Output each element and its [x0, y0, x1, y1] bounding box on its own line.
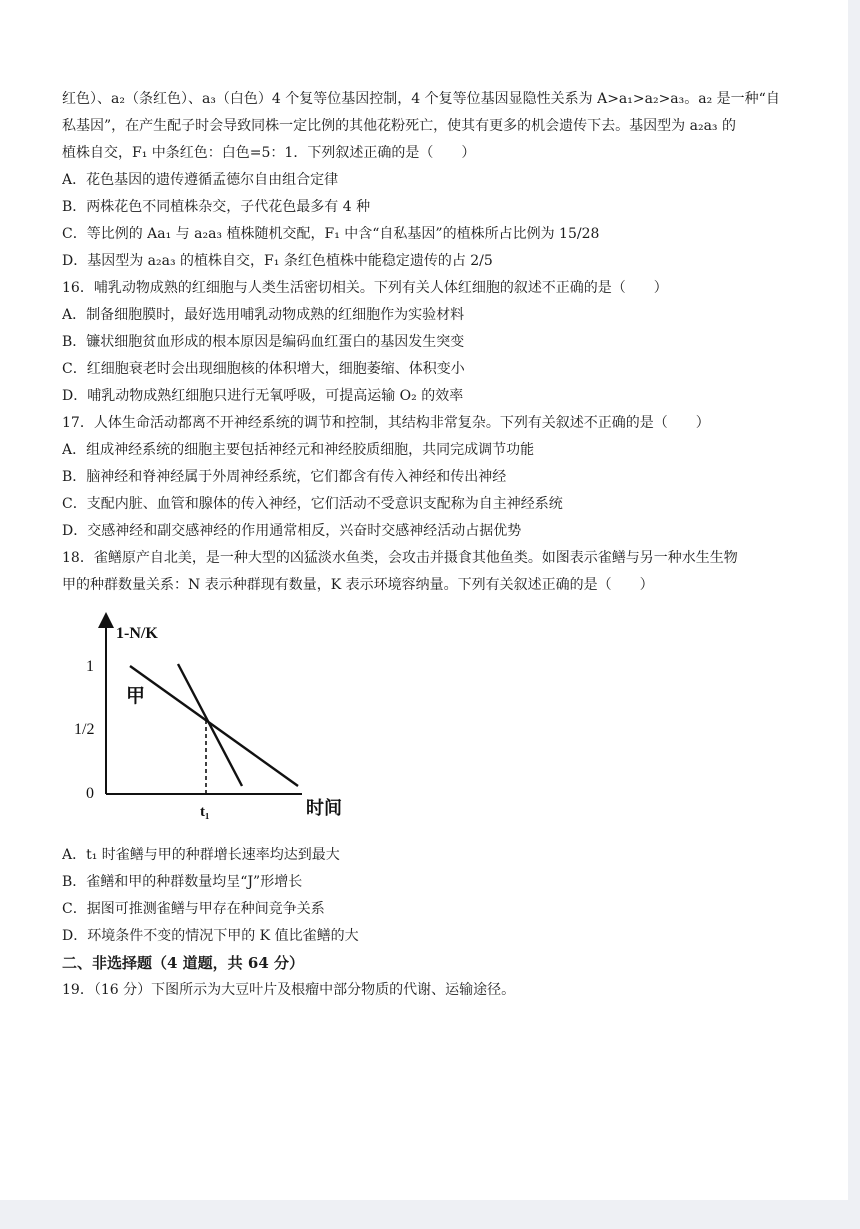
question-18-stem-cont: 甲的种群数量关系：N 表示种群现有数量，K 表示环境容纳量。下列有关叙述正确的是（ ） — [62, 577, 654, 593]
curve-queshan — [178, 664, 242, 786]
question-18-options — [62, 842, 782, 1004]
option-b: B．镰状细胞贫血形成的根本原因是编码血红蛋白的基因发生突变 — [62, 334, 465, 350]
question-19-stem: 19．（16 分）下图所示为大豆叶片及根瘤中部分物质的代谢、运输途径。 — [62, 982, 516, 998]
text-line: 红色）、a₂（条红色）、a₃（白色）4 个复等位基因控制，4 个复等位基因显隐性关系为 A>a₁>a₂>a₃。a₂ 是一种“自 — [62, 91, 780, 107]
question-17-stem: 17．人体生命活动都离不开神经系统的调节和控制，其结构非常复杂。下列有关叙述不正确的是（ ） — [62, 415, 710, 431]
graph-svg — [72, 612, 362, 832]
population-graph — [72, 612, 362, 832]
question-text-block — [62, 86, 782, 599]
x-tick-t1: t₁ — [200, 804, 210, 820]
option-d: D．环境条件不变的情况下甲的 K 值比雀鳝的大 — [62, 928, 359, 944]
option-d: D．基因型为 a₂a₃ 的植株自交，F₁ 条红色植株中能稳定遗传的占 2/5 — [62, 253, 493, 269]
series-label-jia: 甲 — [126, 686, 146, 707]
y-tick-1: 1 — [86, 658, 94, 675]
question-15-stem-end: 植株自交，F₁ 中条红色：白色=5：1．下列叙述正确的是（ ） — [62, 145, 476, 161]
y-tick-0: 0 — [86, 785, 94, 802]
option-a: A．组成神经系统的细胞主要包括神经元和神经胶质细胞，共同完成调节功能 — [62, 442, 535, 458]
option-b: B．两株花色不同植株杂交，子代花色最多有 4 种 — [62, 199, 371, 215]
option-c: C．支配内脏、血管和腺体的传入神经，它们活动不受意识支配称为自主神经系统 — [62, 496, 563, 512]
section-heading: 二、非选择题（4 道题，共 64 分） — [62, 954, 304, 972]
option-c: C．等比例的 Aa₁ 与 a₂a₃ 植株随机交配，F₁ 中含“自私基因”的植株所占比例为 15/28 — [62, 226, 600, 242]
option-a: A．制备细胞膜时，最好选用哺乳动物成熟的红细胞作为实验材料 — [62, 307, 465, 323]
option-c: C．据图可推测雀鳝与甲存在种间竞争关系 — [62, 901, 325, 917]
question-16-stem: 16．哺乳动物成熟的红细胞与人类生活密切相关。下列有关人体红细胞的叙述不正确的是（ ） — [62, 280, 668, 296]
x-axis-label: 时间 — [306, 798, 342, 818]
option-a: A．t₁ 时雀鳝与甲的种群增长速率均达到最大 — [62, 847, 340, 863]
y-axis-label: 1-N/K — [116, 625, 158, 642]
option-b: B．脑神经和脊神经属于外周神经系统，它们都含有传入神经和传出神经 — [62, 469, 507, 485]
option-d: D．哺乳动物成熟红细胞只进行无氧呼吸，可提高运输 O₂ 的效率 — [62, 388, 464, 404]
curve-jia — [130, 666, 298, 786]
option-a: A．花色基因的遗传遵循孟德尔自由组合定律 — [62, 172, 339, 188]
y-tick-half: 1/2 — [74, 721, 95, 738]
option-c: C．红细胞衰老时会出现细胞核的体积增大，细胞萎缩、体积变小 — [62, 361, 465, 377]
question-18-stem: 18．雀鳝原产自北美，是一种大型的凶猛淡水鱼类，会攻击并摄食其他鱼类。如图表示雀鳝与另一种水生生物 — [62, 550, 738, 566]
text-line: 私基因”，在产生配子时会导致同株一定比例的其他花粉死亡，使其有更多的机会遗传下去。基因型为 a₂a₃ 的 — [62, 118, 736, 134]
option-b: B．雀鳝和甲的种群数量均呈“J”形增长 — [62, 874, 303, 890]
option-d: D．交感神经和副交感神经的作用通常相反，兴奋时交感神经活动占据优势 — [62, 523, 522, 539]
